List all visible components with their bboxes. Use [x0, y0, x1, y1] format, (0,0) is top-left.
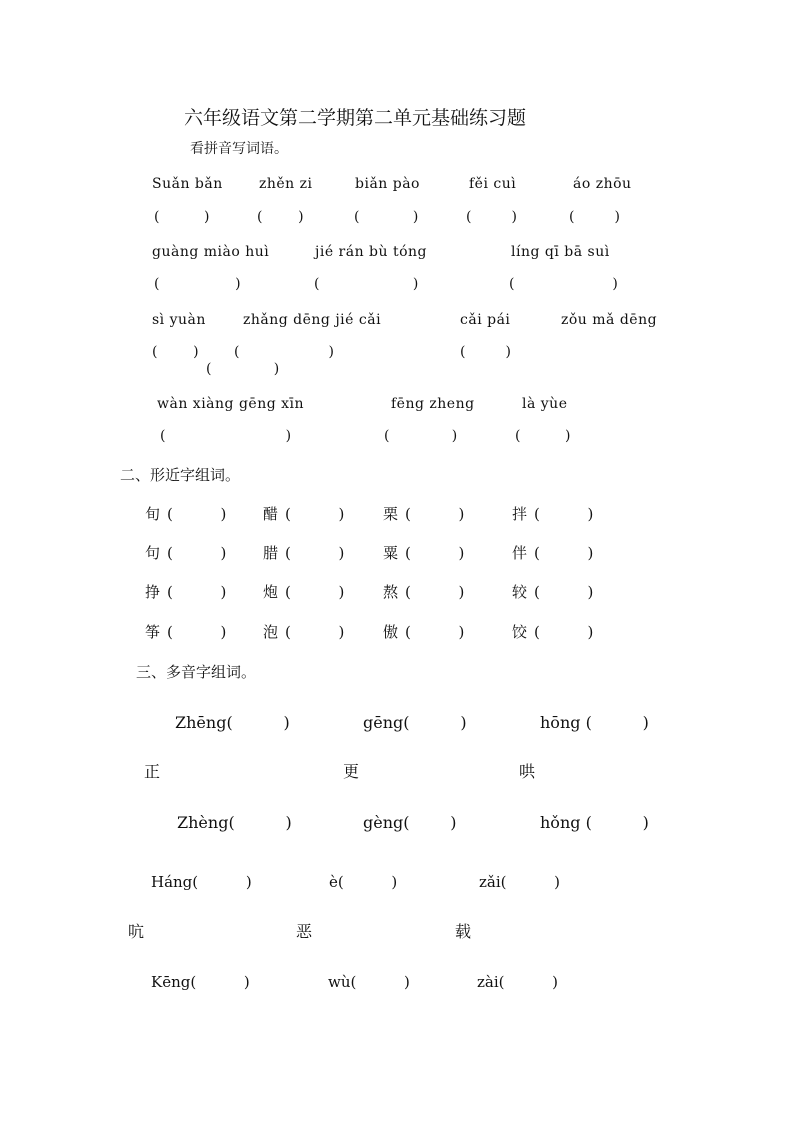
- char-item: 筝: [145, 623, 161, 641]
- answer-blank[interactable]: ( ): [285, 505, 345, 523]
- answer-blank[interactable]: ( ): [534, 544, 594, 562]
- answer-blank[interactable]: ( ): [206, 361, 280, 377]
- polyphone-blank[interactable]: gèng( ): [363, 813, 457, 832]
- answer-blank[interactable]: ( ): [405, 623, 465, 641]
- polyphone-blank[interactable]: zǎi( ): [479, 873, 561, 891]
- polyphone-blank[interactable]: hōng ( ): [540, 713, 649, 732]
- char-item: 炮: [263, 583, 279, 601]
- char-item: 熬: [383, 583, 399, 601]
- answer-blank[interactable]: ( ): [569, 209, 620, 225]
- answer-blank[interactable]: ( ): [354, 209, 419, 225]
- answer-blank[interactable]: ( ): [534, 505, 594, 523]
- answer-blank[interactable]: ( ): [534, 583, 594, 601]
- section3-heading: 三、多音字组词。: [136, 663, 257, 681]
- pinyin: zhěn zi: [259, 176, 313, 192]
- answer-blank[interactable]: ( ): [534, 623, 594, 641]
- pinyin: guàng miào huì: [152, 244, 270, 260]
- polyphone-blank[interactable]: Háng( ): [151, 873, 252, 891]
- polyphone-blank[interactable]: Kēng( ): [151, 973, 250, 991]
- char-item: 较: [512, 583, 528, 601]
- char-item: 腊: [263, 544, 279, 562]
- pinyin: Suǎn bǎn: [152, 176, 223, 192]
- pinyin: sì yuàn: [152, 312, 206, 328]
- pinyin: wàn xiàng gēng xīn: [157, 396, 305, 412]
- answer-blank[interactable]: ( ): [405, 505, 465, 523]
- answer-blank[interactable]: ( ): [515, 428, 571, 444]
- char-item: 旬: [145, 505, 161, 523]
- section2-heading: 二、形近字组词。: [120, 466, 241, 484]
- pinyin: líng qī bā suì: [511, 244, 610, 260]
- char-item: 泡: [263, 623, 279, 641]
- char-item: 栗: [383, 505, 399, 523]
- pinyin: fēng zheng: [391, 396, 475, 412]
- pinyin: zǒu mǎ dēng: [561, 312, 658, 328]
- pinyin: áo zhōu: [573, 176, 632, 192]
- answer-blank[interactable]: ( ): [234, 344, 334, 360]
- answer-blank[interactable]: ( ): [285, 583, 345, 601]
- polyphone-blank[interactable]: Zhèng( ): [177, 813, 292, 832]
- answer-blank[interactable]: ( ): [285, 623, 345, 641]
- answer-blank[interactable]: ( ): [167, 544, 227, 562]
- pinyin: zhǎng dēng jié cǎi: [243, 312, 382, 328]
- pinyin: biǎn pào: [355, 176, 420, 192]
- polyphone-char: 载: [455, 922, 472, 941]
- polyphone-blank[interactable]: zài( ): [477, 973, 559, 991]
- answer-blank[interactable]: ( ): [460, 344, 511, 360]
- polyphone-char: 正: [144, 762, 161, 781]
- polyphone-blank[interactable]: è( ): [329, 873, 398, 891]
- answer-blank[interactable]: ( ): [405, 544, 465, 562]
- answer-blank[interactable]: ( ): [466, 209, 517, 225]
- pinyin: fěi cuì: [469, 176, 517, 192]
- pinyin: là yùe: [522, 396, 568, 412]
- polyphone-char: 恶: [296, 922, 313, 941]
- char-item: 饺: [512, 623, 528, 641]
- char-item: 拌: [512, 505, 528, 523]
- char-item: 粟: [383, 544, 399, 562]
- polyphone-char: 哄: [519, 762, 536, 781]
- answer-blank[interactable]: ( ): [405, 583, 465, 601]
- char-item: 伴: [512, 544, 528, 562]
- answer-blank[interactable]: ( ): [167, 623, 227, 641]
- polyphone-blank[interactable]: Zhēng( ): [175, 713, 290, 732]
- answer-blank[interactable]: ( ): [167, 505, 227, 523]
- answer-blank[interactable]: ( ): [384, 428, 458, 444]
- answer-blank[interactable]: ( ): [257, 209, 304, 225]
- answer-blank[interactable]: ( ): [509, 276, 618, 292]
- answer-blank[interactable]: ( ): [154, 209, 210, 225]
- answer-blank[interactable]: ( ): [314, 276, 419, 292]
- answer-blank[interactable]: ( ): [167, 583, 227, 601]
- page-title: 六年级语文第二学期第二单元基础练习题: [184, 107, 527, 129]
- polyphone-char: 更: [343, 762, 360, 781]
- answer-blank[interactable]: ( ): [154, 276, 241, 292]
- polyphone-char: 吭: [128, 922, 145, 941]
- answer-blank[interactable]: ( ): [152, 344, 199, 360]
- polyphone-blank[interactable]: wù( ): [328, 973, 410, 991]
- answer-blank[interactable]: ( ): [285, 544, 345, 562]
- char-item: 挣: [145, 583, 161, 601]
- char-item: 傲: [383, 623, 399, 641]
- pinyin: cǎi pái: [460, 312, 511, 328]
- char-item: 句: [145, 544, 161, 562]
- pinyin: jié rán bù tóng: [315, 244, 428, 260]
- answer-blank[interactable]: ( ): [160, 428, 292, 444]
- polyphone-blank[interactable]: gēng( ): [363, 713, 467, 732]
- polyphone-blank[interactable]: hǒng ( ): [540, 813, 649, 832]
- section1-label: 看拼音写词语。: [190, 141, 288, 157]
- char-item: 醋: [263, 505, 279, 523]
